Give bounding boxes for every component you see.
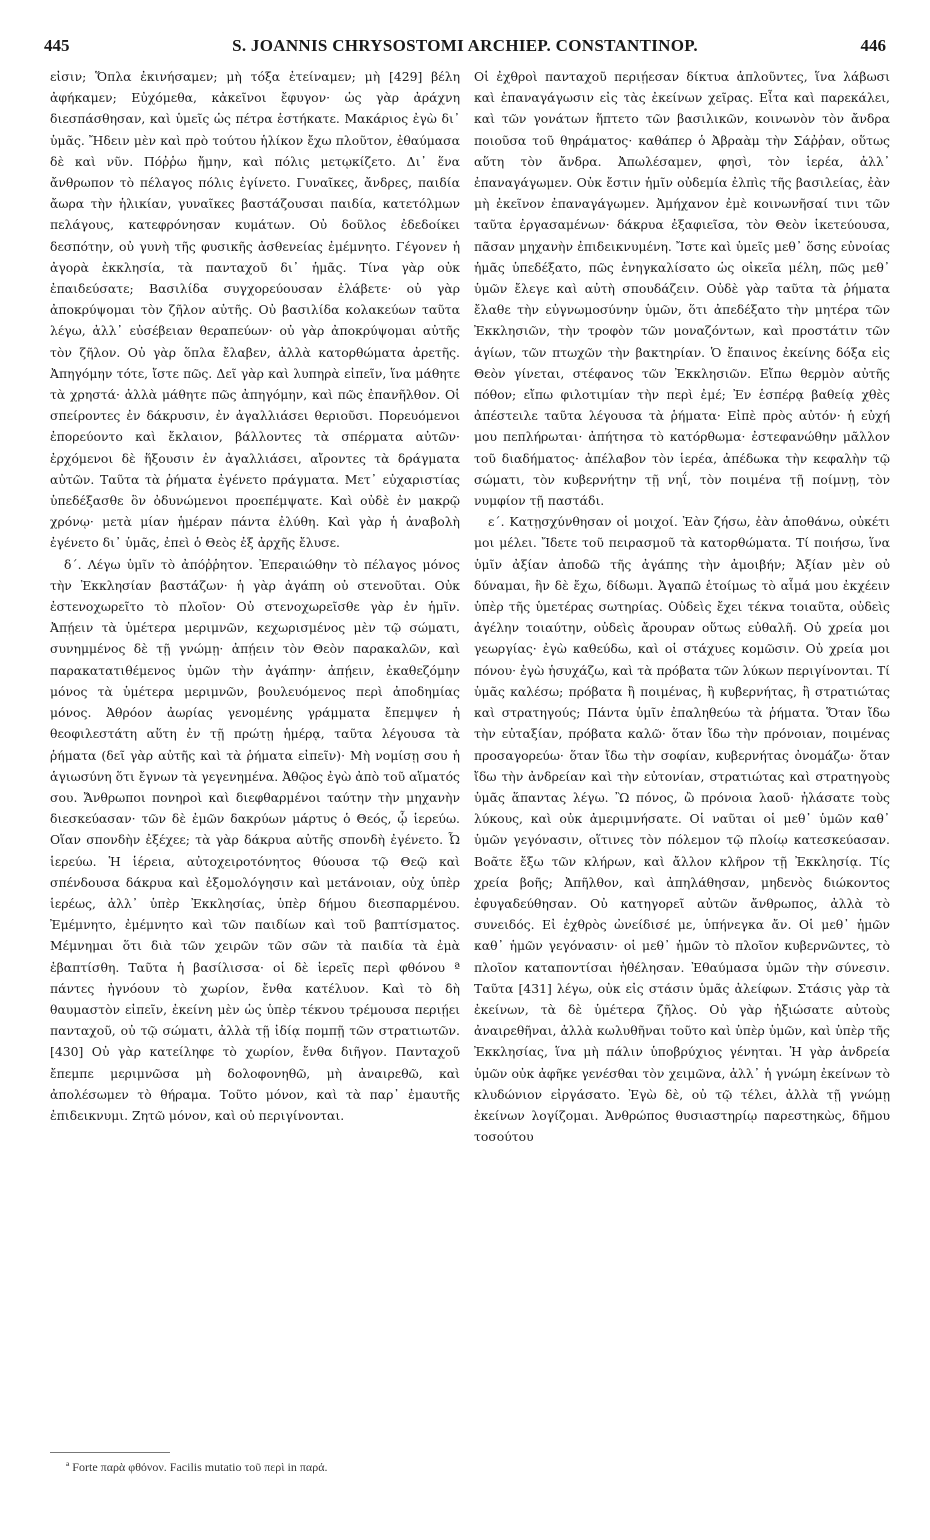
page-number-right: 446 [860,36,886,55]
right-paragraph-2: ε΄. Κατῃσχύνθησαν οἱ μοιχοί. Ἐὰν ζήσω, ἐὰν ἀποθάνω, οὐκέτι μοι μέλει. Ἴδετε τοῦ πειρασμοῦ τὰ κατορθώματα. Τί ποιήσω, ἵνα ὑμῖν ἀξίαν ἀποδῶ τῆς ἀγάπης τὴν ἀμοιβήν; Ἀξίαν μὲν οὐ δύναμαι, ἣν δὲ ἔχω, δίδωμι. Ἀγαπῶ ἑτοίμως τὸ αἷμά μου ἐκχέειν ὑπὲρ τῆς ὑμετέρας σωτηρίας. Οὐδεὶς ἔχει τέκνα τοιαῦτα, οὐδεὶς ἀγέλην τοιαύτην, οὐδεὶς ἄρουραν οὕτως εὐθαλῆ. Οὐ χρεία μοι γεωργίας· ἐγὼ καθεύδω, καὶ οἱ στάχυες κομῶσιν. Οὐ χρεία μοι πόνου· ἐγὼ ἡσυχάζω, καὶ τὰ πρόβατα τῶν λύκων περιγίνονται. Τί ὑμᾶς καλέσω; πρόβατα ἢ ποιμένας, ἢ κυβερνήτας, ἢ στρατιώτας καὶ στρατηγούς; Πάντα ὑμῖν ἐπαληθεύω τὰ ῥήματα. Ὅταν ἴδω τὴν εὐταξίαν, πρόβατα καλῶ· ὅταν ἴδω τὴν πρόνοιαν, ποιμένας προσαγορεύω· ὅταν ἴδω τὴν σοφίαν, κυβερνήτας ὀνομάζω· ὅταν ἴδω τὴν ἀνδρείαν καὶ τὴν εὐτονίαν, στρατιώτας καὶ στρατηγοὺς ὑμᾶς ἅπαντας λέγω. Ὢ πόνος, ὢ πρόνοια λαοῦ· ἠλάσατε τοὺς λύκους, καὶ οὐκ ἀμεριμνήσατε. Οἱ ναῦται οἱ μεθ᾽ ὑμῶν καθ᾽ ὑμῶν γεγόνασιν, οἵτινες τὸν πόλεμον τῷ πλοίῳ κατεσκεύασαν. Βοᾶτε ἔξω τῶν κλήρων, καὶ ἄλλον κλῆρον τῇ Ἐκκλησίᾳ. Τίς χρεία βοῆς; Ἀπῆλθον, καὶ ἀπηλάθησαν, μηδενὸς διώκοντος ἐφυγαδεύθησαν. Οὐ κατηγορεῖ αὐτῶν ἄνθρωπος, ἀλλὰ τὸ συνειδός. Εἰ ἐχθρὸς ὠνείδισέ με, ὑπήνεγκα ἄν. Οἱ μεθ᾽ ἡμῶν καθ᾽ ἡμῶν γεγόνασιν· οἱ μεθ᾽ ἡμῶν τὸ πλοῖον κυβερνῶντες, τὸ πλοῖον καταποντίσαι ἠθέλησαν. Ἐθαύμασα ὑμῶν τὴν σύνεσιν. Ταῦτα [431] λέγω, οὐκ εἰς στάσιν ὑμᾶς ἀλείφων. Στάσις γὰρ τὰ ἐκείνων, τὰ δὲ ὑμέτερα ζῆλος. Οὐ γὰρ ἠξιώσατε αὐτοὺς ἀναιρεθῆναι, ἀλλὰ κωλυθῆναι τοῦτο καὶ ὑπὲρ ὑμῶν, καὶ ὑπὲρ τῆς Ἐκκλησίας, ἵνα μὴ πάλιν ὑποβρύχιος γένηται. Ἡ γὰρ ἀνδρεία ὑμῶν οὐκ ἀφῆκε γενέσθαι τὸν χειμῶνα, ἀλλ᾽ ἡ γνώμη ἐκείνων τὸ κλυδώνιον εἰργάσατο. Ἐγὼ δὲ, οὐ τῷ τέλει, ἀλλὰ τῇ γνώμῃ ἐκείνων λογίζομαι. Ἀνθρώπος θυσιαστηρίῳ παρεστηκὼς, δῆμου τοσούτου [474,514,890,1145]
left-column [50,66,460,1126]
footnote: ª Forte παρὰ φθόνον. Facilis mutatio τοῦ περὶ in παρά. [66,1460,328,1474]
right-paragraph-1: Οἱ ἐχθροὶ πανταχοῦ περιῄεσαν δίκτυα ἁπλοῦντες, ἵνα λάβωσι καὶ ἐπαναγάγωσιν εἰς τὰς ἐκείνων χεῖρας. Εἶτα καὶ παρεκάλει, καὶ τῶν γονάτων ἥπτετο τῶν βασιλικῶν, κοινωνὸν τὸν ἄνδρα ποιοῦσα τοῦ θηράματος· καθάπερ ὁ Ἀβραὰμ τὴν Σάῤῥαν, οὕτως αὕτη τὸν ἄνδρα. Ἀπωλέσαμεν, φησὶ, τὸν ἱερέα, ἀλλ᾽ ἐπαναγάγωμεν. Οὐκ ἔστιν ἡμῖν οὐδεμία ἐλπὶς τῆς βασιλείας, ἐὰν μὴ ἐκεῖνον ἐπαναγάγωμεν. Ἀμήχανον ἐμὲ κοινωνῆσαί τινι τῶν ταῦτα ἐργασαμένων· δάκρυα ἐξαφιεῖσα, τὸν Θεὸν ἱκετεύουσα, πᾶσαν μηχανὴν ἐπιδεικνυμένη. Ἴστε καὶ ὑμεῖς μεθ᾽ ὅσης εὐνοίας ἡμᾶς ὑπεδέξατο, πῶς ἐνηγκαλίσατο ὡς οἰκεῖα μέλη, πῶς μεθ᾽ ὑμῶν ἔλεγε καὶ αὐτὴ σπουδάζειν. Οὐδὲ γὰρ ταῦτα τὰ ῥήματα ἔλαθε τὴν εὐγνωμοσύνην ὑμῶν, ὅτι ἀπεδέξατο τὴν μητέρα τῶν Ἐκκλησιῶν, τὴν τροφὸν τῶν μοναζόντων, καὶ προστάτιν τῶν ἁγίων, τῶν πτωχῶν τὴν βακτηρίαν. Ὁ ἔπαινος ἐκείνης δόξα εἰς Θεὸν γίνεται, στέφανος τῶν Ἐκκλησιῶν. Εἴπω θερμὸν αὐτῆς πόθον; εἴπω φιλοτιμίαν τὴν περὶ ἐμέ; Ἐν ἑσπέρᾳ βαθείᾳ χθὲς ἀπέστειλε ταῦτα λέγουσα τὰ ῥήματα· Εἰπὲ πρὸς αὐτόν· ἡ εὐχή μου πεπλήρωται· ἀπήτησα τὸ κατόρθωμα· ἐστεφανώθην μᾶλλον τοῦ διαδήματος· ἀπέλαβον τὸν ἱερέα, ἀπέδωκα τὴν κεφαλὴν τῷ σώματι, τὸν κυβερνήτην τῇ νηΐ, τὸν ποιμένα τῇ ποίμνῃ, τὸν νυμφίον τῇ παστάδι. [474,69,890,509]
running-head: S. JOANNIS CHRYSOSTOMI ARCHIEP. CONSTANTINOP. [232,36,698,55]
right-column [474,66,890,1147]
page-header [44,36,886,60]
page-number-left: 445 [44,36,70,55]
left-paragraph-2: δ΄. Λέγω ὑμῖν τὸ ἀπόῤῥητον. Ἐπεραιώθην τὸ πέλαγος μόνος τὴν Ἐκκλησίαν βαστάζων· ἡ γὰρ ἀγάπη οὐ στενοῦται. Οὐκ ἐστενοχωρεῖτο τὸ πλοῖον· Οὐ στενοχωρεῖσθε γὰρ ἐν ἡμῖν. Ἀπῄειν τὰ ὑμέτερα μεριμνῶν, κεχωρισμένος μὲν τῷ σώματι, συνημμένος δὲ τῇ γνώμῃ· ἀπῄειν τὸν Θεὸν παρακαλῶν, καὶ παρακατατιθέμενος ὑμῶν τὴν ἀγάπην· ἀπῄειν, ἐκαθεζόμην μόνος τὰ ὑμέτερα μεριμνῶν, βουλευόμενος περὶ ἀποδημίας μόνος. Ἀθρόον ἀωρίας γενομένης γράμματα ἔπεμψεν ἡ θεοφιλεστάτη αὕτη ἐν τῇ πρώτῃ ἡμέρᾳ, ταῦτα λέγουσα τὰ ῥήματα (δεῖ γὰρ αὐτῆς καὶ τὰ ῥήματα εἰπεῖν)· Μὴ νομίσῃ σου ἡ ἁγιωσύνη ὅτι ἔγνων τὰ γεγενημένα. Ἀθῷος ἐγὼ ἀπὸ τοῦ αἵματός σου. Ἄνθρωποι πονηροὶ καὶ διεφθαρμένοι ταύτην τὴν μηχανὴν διεσκεύασαν· τῶν δὲ ἐμῶν δακρύων μάρτυς ὁ Θεός, ᾧ ἱερεύω. Οἵαν σπονδὴν ἐξέχεε; τὰ γὰρ δάκρυα αὐτῆς σπονδὴ ἐγένετο. Ὦ ἱερεύω. Ἡ ἱέρεια, αὐτοχειροτόνητος θύουσα τῷ Θεῷ καὶ σπένδουσα δάκρυα καὶ ἐξομολόγησιν καὶ μετάνοιαν, οὐχ ὑπὲρ ἱερέως, ἀλλ᾽ ὑπὲρ Ἐκκλησίας, ὑπὲρ δήμου διεσπαρμένου. Ἐμέμνητο, ἐμέμνητο καὶ τῶν παιδίων καὶ τοῦ βαπτίσματος. Μέμνημαι ὅτι διὰ τῶν χειρῶν τῶν σῶν τὰ παιδία τὰ ἐμὰ ἐβαπτίσθη. Ταῦτα ἡ βασίλισσα· οἱ δὲ ἱερεῖς περὶ φθόνου ª πάντες ἠγνόουν τὸ χωρίον, ἔνθα κατέλυον. Καὶ τὸ δὴ θαυμαστὸν εἰπεῖν, ἐκείνη μὲν ὡς ὑπὲρ τέκνου τρέμουσα περιῄει πανταχοῦ, οὐ τῷ σώματι, ἀλλὰ τῇ ἰδίᾳ πομπῇ τῶν στρατιωτῶν. [430] Οὐ γὰρ κατείληφε τὸ χωρίον, ἔνθα διῆγον. Πανταχοῦ ἔπεμπε μεριμνῶσα μὴ δολοφονηθῶ, μὴ ἀναιρεθῶ, καὶ ἀπολέσωμεν τὸ θήραμα. Τοῦτο μόνον, καὶ τὰ παρ᾽ ἐμαυτῆς ἐπιδεικνυμι. Ζητῶ μόνον, καὶ οὐ περιγίνονται. [50,556,460,1123]
footnote-rule [50,1452,170,1453]
left-paragraph-1: εἰσιν; Ὅπλα ἐκινήσαμεν; μὴ τόξα ἐτείναμεν; μὴ [429] βέλη ἀφήκαμεν; Εὐχόμεθα, κἀκεῖνοι ἔφυγον· ὡς γὰρ ἀράχνη διεσπάσθησαν, καὶ ὑμεῖς ὡς πέτρα ἑστήκατε. Μακάριος ἐγὼ δι᾽ ὑμᾶς. Ἤδειν μὲν καὶ πρὸ τούτου ἡλίκον ἔχω πλοῦτον, ἐθαύμασα δὲ καὶ νῦν. Πόῤῥω ἤμην, καὶ πόλις μετῳκίζετο. Δι᾽ ἕνα ἄνθρωπον τὸ πέλαγος πόλις ἐγίνετο. Γυναῖκες, ἄνδρες, παιδία ἄωρα τὴν ἡλικίαν, γυναῖκες βαστάζουσαι παιδία, κατετόλμων πελάγους, κατεφρόνησαν κυμάτων. Οὐ δοῦλος ἐδεδοίκει δεσπότην, οὐ γυνὴ τῆς φυσικῆς ἀσθενείας ἐμέμνητο. Γέγονεν ἡ ἀγορὰ ἐκκλησία, τὰ πανταχοῦ δι᾽ ἡμᾶς. Τίνα γὰρ οὐκ ἐπαιδεύσατε; Βασιλίδα συγχορεύουσαν ἐλάβετε· οὐ γὰρ ἀποκρύψομαι τὸν ζῆλον αὐτῆς. Οὐ βασιλίδα κολακεύων ταῦτα λέγω, ἀλλ᾽ εὐσέβειαν θεραπεύων· οὐ γὰρ ἀποκρύψομαι αὐτῆς τὸν ζῆλον. Οὐ γὰρ ὅπλα ἔλαβεν, ἀλλὰ κατορθώματα ἀρετῆς. Ἀπηγόμην τότε, ἴστε πῶς. Δεῖ γὰρ καὶ λυπηρὰ εἰπεῖν, ἵνα μάθητε τὰ χρηστά· ἀλλὰ μάθητε πῶς ἀπηγόμην, καὶ πῶς ἐπανῆλθον. Οἱ σπείροντες ἐν δάκρυσιν, ἐν ἀγαλλιάσει θεριοῦσι. Πορευόμενοι ἐπορεύοντο καὶ ἔκλαιον, βάλλοντες τὰ σπέρματα αὐτῶν· ἐρχόμενοι δὲ ἥξουσιν ἐν ἀγαλλιάσει, αἴροντες τὰ δράγματα αὐτῶν. Ταῦτα τὰ ῥήματα ἐγένετο πράγματα. Μετ᾽ εὐχαριστίας ὑπεδέξασθε ὃν ὀδυνώμενοι προεπέμψατε. Καὶ οὐδὲ ἐν μακρῷ χρόνῳ· μετὰ μίαν ἡμέραν πάντα ἐλύθη. Καὶ γὰρ ἡ ἀναβολὴ ἐγένετο δι᾽ ὑμᾶς, ἐπεὶ ὁ Θεὸς ἐξ ἀρχῆς ἔλυσε. [50,69,460,551]
